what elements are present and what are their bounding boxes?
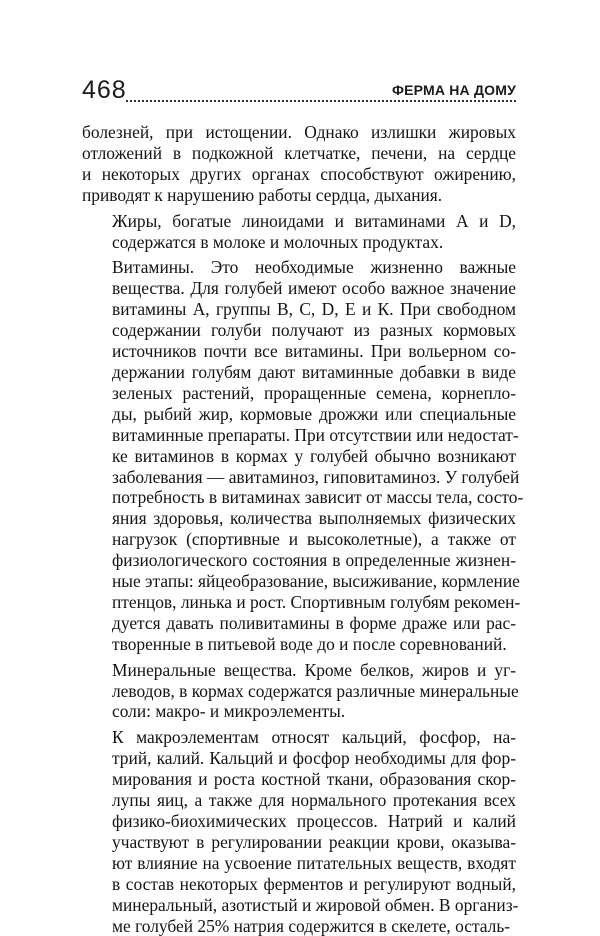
paragraph <box>82 659 519 723</box>
text-line: в состав некоторых ферментов и регулируют водный, <box>112 873 516 894</box>
text-line: зеленых растений, проращенные семена, корнепло- <box>112 382 516 403</box>
text-line: соли: макро- и микроэлементы. <box>112 701 346 722</box>
text-line: ме голубей 25% натрия содержится в скелете, осталь- <box>112 915 511 936</box>
paragraph <box>82 727 519 936</box>
text-line: болезней, при истощении. Однако излишки жировых <box>82 122 516 142</box>
text-line: нагрузок (спортивные и высоколетные), а также от <box>112 529 516 550</box>
text-line: физико-биохимических процессов. Натрий и калий <box>112 811 516 831</box>
text-line: участвуют в регулировании реакции крови, оказыва- <box>112 831 516 852</box>
running-head-title: ФЕРМА НА ДОМУ <box>391 82 516 98</box>
page-body-text <box>82 122 524 936</box>
paragraph <box>82 122 516 206</box>
text-line: К макроэлементам относят кальций, фосфор, на- <box>112 727 516 748</box>
text-line: вещества. Для голубей имеют особо важное значение <box>112 278 516 299</box>
text-line: витаминные препараты. При отсутствии или недостат- <box>112 424 519 445</box>
text-line: ке витаминов в кормах у голубей обычно возникают <box>112 445 516 466</box>
text-line: лупы яиц, а также для нормального протекания всех <box>112 790 516 811</box>
text-line: потребность в витаминах зависит от массы тела, состо- <box>112 487 524 508</box>
text-line: яния здоровья, количества выполняемых физических <box>112 508 516 529</box>
text-line: ды, рыбий жир, кормовые дрожжи или специальные <box>112 403 516 424</box>
text-line: ют влияние на усвоение питательных веществ, входят <box>112 852 516 873</box>
paragraph <box>82 211 516 253</box>
text-line: птенцов, линька и рост. Спортивным голубям рекомен- <box>112 591 521 612</box>
text-line: держании голубям дают витаминные добавки в виде <box>112 361 516 382</box>
text-line: минеральный, азотистый и жировой обмен. В организ- <box>112 894 519 915</box>
text-line: и некоторых других органах способствуют ожирению, <box>82 163 516 184</box>
text-line: физиологического состояния в определенные жизнен- <box>112 550 516 571</box>
text-line: Витамины. Это необходимые жизненно важные <box>112 257 516 278</box>
text-line: приводят к нарушению работы сердца, дыхания. <box>82 184 443 205</box>
text-line: дуется давать поливитамины в форме драже или рас- <box>112 612 516 633</box>
text-line: витамины А, группы В, С, D, Е и К. При свободном <box>112 299 516 320</box>
text-line: трий, калий. Кальций и фосфор необходимы для фор- <box>112 748 516 769</box>
text-line: ные этапы: яйцеобразование, высиживание, кормление <box>112 571 520 592</box>
text-line: мирования и роста костной ткани, образования скор- <box>112 769 516 790</box>
header-dotted-rule <box>126 100 516 102</box>
text-line: содержании голуби получают из разных кормовых <box>112 320 516 341</box>
text-line: Минеральные вещества. Кроме белков, жиров и уг- <box>112 659 516 680</box>
text-line: источников почти все витамины. При вольерном со- <box>112 341 516 362</box>
paragraph <box>82 257 524 654</box>
page-number: 468 <box>82 76 127 104</box>
text-line: отложений в подкожной клетчатке, печени, на сердце <box>82 142 516 163</box>
text-line: творенные в питьевой воде до и после соревнований. <box>112 633 507 654</box>
text-line: Жиры, богатые линоидами и витаминами А и D, <box>112 210 516 231</box>
text-line: содержатся в молоке и молочных продуктах. <box>112 231 444 252</box>
text-line: леводов, в кормах содержатся различные минеральные <box>112 680 519 701</box>
text-line: заболевания — авитаминоз, гиповитаминоз. У голубей <box>112 466 520 487</box>
